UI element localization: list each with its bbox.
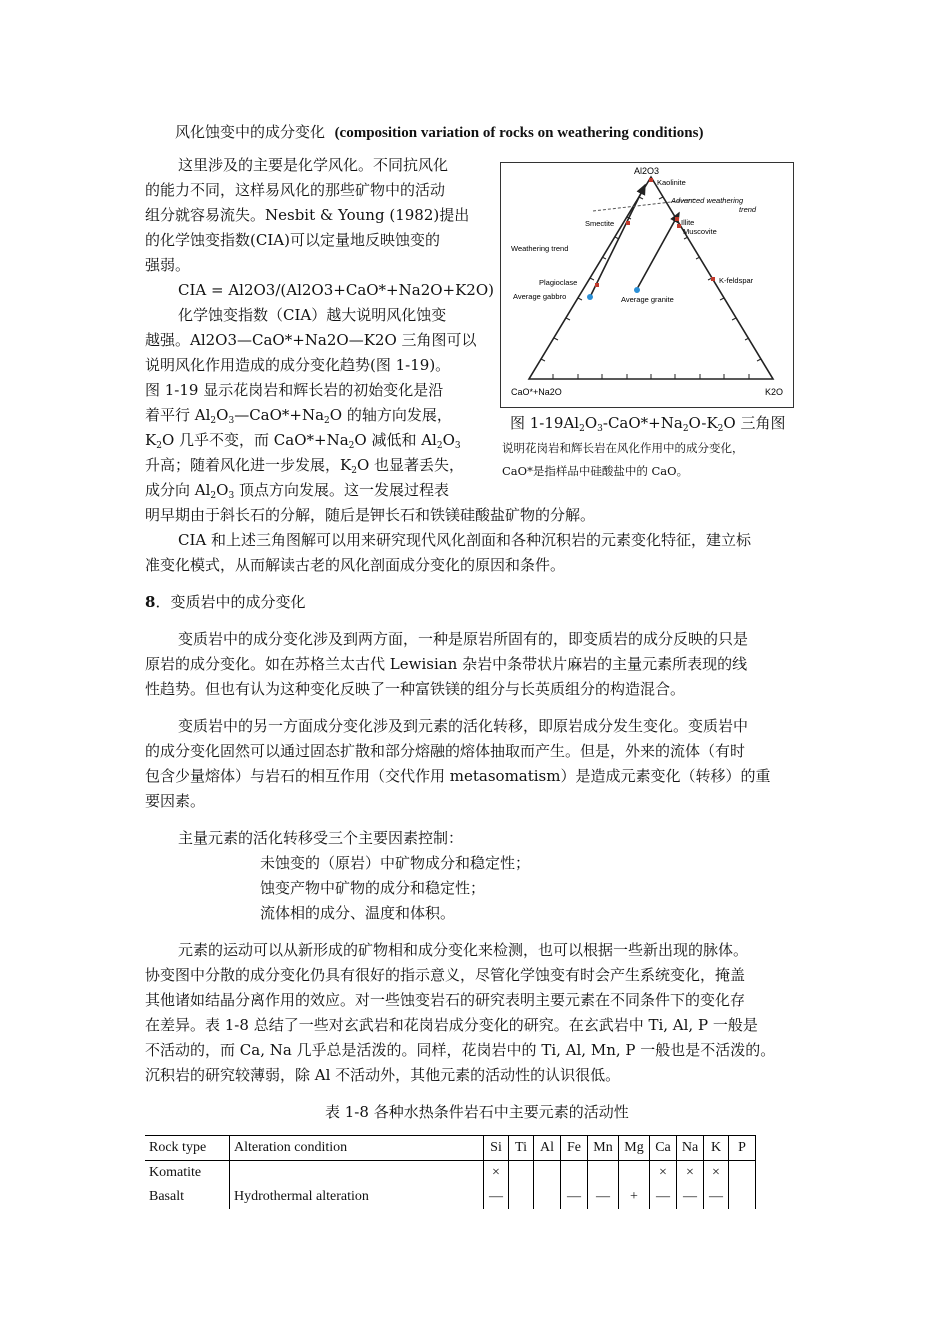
table-row xyxy=(145,1161,756,1186)
cia-formula: CIA = Al2O3/(Al2O3+CaO*+Na2O+K2O) xyxy=(178,281,495,299)
illite-label: Illite xyxy=(681,218,695,227)
table-header-cell: Ca xyxy=(650,1136,677,1161)
table-header-cell: Fe xyxy=(561,1136,588,1161)
para3-line: CIA 和上述三角图解可以用来研究现代风化剖面和各种沉积岩的元素变化特征，建立标 xyxy=(178,531,752,549)
illite-point xyxy=(675,217,679,221)
table-cell: × xyxy=(484,1161,509,1186)
table-cell: + xyxy=(619,1185,650,1209)
granite-trend-arrow xyxy=(637,213,679,289)
table-cell: — xyxy=(561,1185,588,1209)
weathering-trend-label: Weathering trend xyxy=(511,244,569,253)
plagioclase-point xyxy=(595,283,599,287)
table-header-cell: Na xyxy=(677,1136,704,1161)
para2-line: $K_2O$ 几乎不变，而 $CaO*+Na_2O$ 减低和 $Al_2O_3$ xyxy=(145,431,461,451)
para2-line: 升高；随着风化进一步发展，$K_2O$ 也显著丢失， xyxy=(145,456,465,476)
muscovite-label: Muscovite xyxy=(683,227,717,236)
avg-gabbro-label: Average gabbro xyxy=(513,292,567,301)
table-header-cell: K xyxy=(704,1136,729,1161)
para1-line: 这里涉及的主要是化学风化。不同抗风化 xyxy=(178,156,449,174)
table-cell xyxy=(509,1185,534,1209)
para5-line: 要因素。 xyxy=(145,792,206,810)
apex-top-label: Al2O3 xyxy=(634,166,660,176)
table-cell: Hydrothermal alteration xyxy=(230,1185,484,1209)
smectite-point xyxy=(626,221,630,225)
granite-point xyxy=(634,287,640,293)
para6-line: 不活动的，而 Ca, Na 几乎总是活泼的。同样，花岗岩中的 Ti, Al, Mn, P 一般也是不活泼的。 xyxy=(145,1041,776,1059)
table-cell xyxy=(534,1161,561,1186)
para2-line: 越强。Al2O3—CaO*+Na2O—K2O 三角图可以 xyxy=(145,331,477,349)
table-cell: × xyxy=(650,1161,677,1186)
section-heading: 8．变质岩中的成分变化 xyxy=(145,593,306,611)
avg-granite-label: Average granite xyxy=(621,295,674,304)
para1-line: 组分就容易流失。Nesbit & Young (1982)提出 xyxy=(145,206,470,224)
table-cell xyxy=(729,1185,756,1209)
advanced-label-2: trend xyxy=(739,205,757,214)
table-cell xyxy=(534,1185,561,1209)
para5-line: 的成分变化固然可以通过固态扩散和部分熔融的熔体抽取而产生。但是，外来的流体（有时 xyxy=(145,742,746,760)
figure-caption-note: CaO*是指样品中硅酸盐中的 CaO。 xyxy=(502,464,689,478)
para6-line: 在差异。表 1-8 总结了一些对玄武岩和花岗岩成分变化的研究。在玄武岩中 Ti, Al, P 一般是 xyxy=(145,1016,758,1034)
plagioclase-label: Plagioclase xyxy=(539,278,578,287)
table-header-cell: Rock type xyxy=(145,1136,230,1161)
para2-line: 成分向 $Al_2O_3$ 顶点方向发展。这一发展过程表 xyxy=(145,481,449,501)
gabbro-point xyxy=(587,294,593,300)
table-cell: — xyxy=(704,1185,729,1209)
table-row xyxy=(145,1185,756,1209)
ternary-svg xyxy=(501,163,793,407)
table-cell xyxy=(509,1161,534,1186)
table-cell: Basalt xyxy=(149,1189,184,1204)
section-title: 风化蚀变中的成分变化 (composition variation of rocks on weathering conditions) xyxy=(175,123,704,141)
table-caption: 表 1-8 各种水热条件岩石中主要元素的活动性 xyxy=(325,1103,629,1121)
para1-line: 的能力不同，这样易风化的那些矿物中的活动 xyxy=(145,181,446,199)
table-cell: — xyxy=(677,1185,704,1209)
weathering-trend-arrow xyxy=(591,185,645,295)
table-header-cell: Ti xyxy=(509,1136,534,1161)
para5-line: 包含少量熔体）与岩石的相互作用（交代作用 metasomatism）是造成元素变化（转移）的重 xyxy=(145,767,771,785)
para6-line: 沉积岩的研究较薄弱，除 Al 不活动外，其他元素的活动性的认识很低。 xyxy=(145,1066,621,1084)
para6-line: 协变图中分散的成分变化仍具有很好的指示意义，尽管化学蚀变有时会产生系统变化，掩盖 xyxy=(145,966,746,984)
controls-item: 流体相的成分、温度和体积。 xyxy=(260,904,456,922)
para3-line: 准变化模式，从而解读古老的风化剖面成分变化的原因和条件。 xyxy=(145,556,566,574)
table-header-cell: Si xyxy=(484,1136,509,1161)
controls-item: 蚀变产物中矿物的成分和稳定性； xyxy=(260,879,486,897)
table-cell: — xyxy=(484,1185,509,1209)
table-cell xyxy=(230,1161,484,1186)
table-cell: Komatite xyxy=(149,1165,202,1180)
table-cell: × xyxy=(677,1161,704,1186)
bottom-right-label: K2O xyxy=(765,387,784,397)
ternary-diagram xyxy=(500,162,794,408)
para5-line: 变质岩中的另一方面成分变化涉及到元素的活化转移，即原岩成分发生变化。变质岩中 xyxy=(178,717,749,735)
para1-line: 强弱。 xyxy=(145,256,191,274)
table-cell xyxy=(588,1161,619,1186)
table-cell xyxy=(729,1161,756,1186)
kaolinite-label: Kaolinite xyxy=(657,178,686,187)
figure-caption-note: 说明花岗岩和辉长岩在风化作用中的成分变化， xyxy=(502,441,744,455)
para2-line: 化学蚀变指数（CIA）越大说明风化蚀变 xyxy=(178,306,447,324)
para2-line: 明早期由于斜长石的分解，随后是钾长石和铁镁硅酸盐矿物的分解。 xyxy=(145,506,596,524)
table-cell: × xyxy=(704,1161,729,1186)
table-header-cell: P xyxy=(729,1136,756,1161)
kfeldspar-point xyxy=(711,277,715,281)
bottom-left-label: CaO*+Na2O xyxy=(511,387,562,397)
table-header-cell: Al xyxy=(534,1136,561,1161)
controls-intro: 主量元素的活化转移受三个主要因素控制： xyxy=(178,829,464,847)
table-cell: — xyxy=(588,1185,619,1209)
smectite-label: Smectite xyxy=(585,219,615,228)
element-mobility-table xyxy=(145,1135,756,1209)
para2-line: 着平行 $Al_2O_3—CaO*+Na_2O$ 的轴方向发展， xyxy=(145,406,452,426)
table-header-row xyxy=(145,1136,756,1161)
figure-caption: 图 $1-19Al_2O_3-CaO*+Na_2O-K_2O$ 三角图 xyxy=(510,414,786,434)
table-header-cell: Alteration condition xyxy=(230,1136,484,1161)
table-cell xyxy=(619,1161,650,1186)
table-cell xyxy=(561,1161,588,1186)
para4-line: 性趋势。但也有认为这种变化反映了一种富铁镁的组分与长英质组分的构造混合。 xyxy=(145,680,686,698)
advanced-label-1: Advanced weathering xyxy=(671,196,744,205)
para1-line: 的化学蚀变指数(CIA)可以定量地反映蚀变的 xyxy=(145,231,440,249)
para4-line: 变质岩中的成分变化涉及到两方面，一种是原岩所固有的，即变质岩的成分反映的只是 xyxy=(178,630,749,648)
para2-line: 说明风化作用造成的成分变化趋势(图 1-19)。 xyxy=(145,356,451,374)
para2-line: 图 1-19 显示花岗岩和辉长岩的初始变化是沿 xyxy=(145,381,444,399)
para6-line: 其他诸如结晶分离作用的效应。对一些蚀变岩石的研究表明主要元素在不同条件下的变化存 xyxy=(145,991,746,1009)
kfeldspar-label: K-feldspar xyxy=(719,276,754,285)
controls-item: 未蚀变的（原岩）中矿物成分和稳定性； xyxy=(260,854,531,872)
table-header-cell: Mg xyxy=(619,1136,650,1161)
para6-line: 元素的运动可以从新形成的矿物相和成分变化来检测，也可以根据一些新出现的脉体。 xyxy=(178,941,749,959)
table-header-cell: Mn xyxy=(588,1136,619,1161)
para4-line: 原岩的成分变化。如在苏格兰太古代 Lewisian 杂岩中条带状片麻岩的主量元素所表现的线 xyxy=(145,655,748,673)
table-cell: — xyxy=(650,1185,677,1209)
kaolinite-point xyxy=(649,178,653,182)
